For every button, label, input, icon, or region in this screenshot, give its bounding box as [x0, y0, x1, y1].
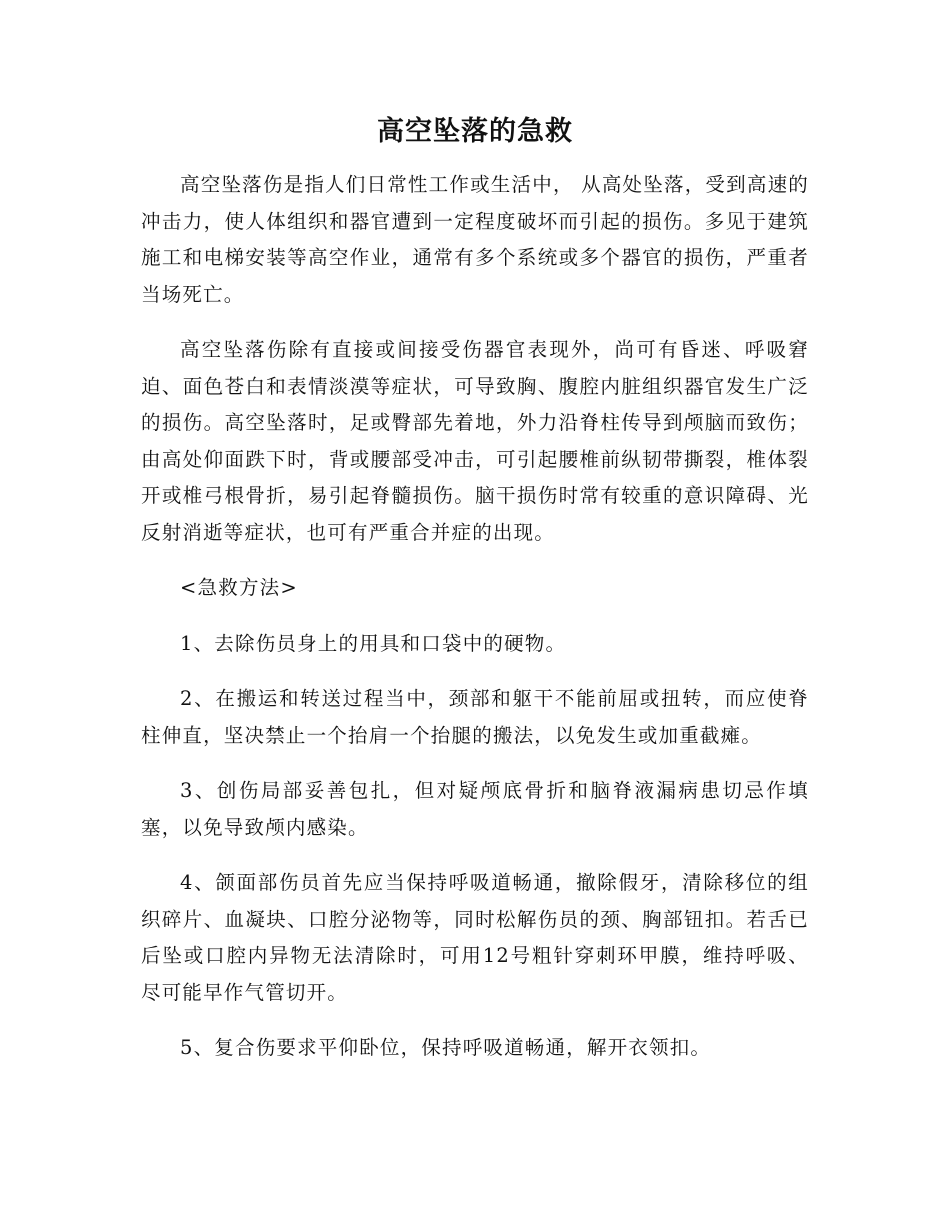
paragraph-definition: 高空坠落伤是指人们日常性工作或生活中， 从高处坠落，受到高速的冲击力，使人体组织和器官遭到一定程度破坏而引起的损伤。多见于建筑施工和电梯安装等高空作业，通常有多个系统或多个器官的损伤，严重者当场死亡。 [141, 173, 809, 306]
document-body [141, 110, 809, 1086]
section-heading-first-aid-methods: <急救方法> [180, 576, 298, 599]
list-item-step-3: 3、创伤局部妥善包扎，但对疑颅底骨折和脑脊液漏病患切忌作填塞，以免导致颅内感染。 [141, 779, 809, 839]
paragraph-symptoms: 高空坠落伤除有直接或间接受伤器官表现外，尚可有昏迷、呼吸窘迫、面色苍白和表情淡漠等症状，可导致胸、腹腔内脏组织器官发生广泛的损伤。高空坠落时，足或臀部先着地，外力沿脊柱传导到颅脑而致伤；由高处仰面跌下时，背或腰部受冲击，可引起腰椎前纵韧带撕裂，椎体裂开或椎弓根骨折，易引起脊髓损伤。脑干损伤时常有较重的意识障碍、光反射消逝等症状，也可有严重合并症的出现。 [141, 338, 809, 544]
list-item-step-5: 5、复合伤要求平仰卧位，保持呼吸道畅通，解开衣领扣。 [180, 1036, 712, 1059]
list-item-step-4: 4、颌面部伤员首先应当保持呼吸道畅通，撤除假牙，清除移位的组织碎片、血凝块、口腔分泌物等，同时松解伤员的颈、胸部钮扣。若舌已后坠或口腔内异物无法清除时，可用12号粗针穿刺环甲膜，维持呼吸、尽可能早作气管切开。 [141, 871, 809, 1004]
list-item-step-1: 1、去除伤员身上的用具和口袋中的硬物。 [180, 631, 567, 655]
list-item-step-2: 2、在搬运和转送过程当中，颈部和躯干不能前屈或扭转，而应使脊柱伸直，坚决禁止一个抬肩一个抬腿的搬法，以免发生或加重截瘫。 [141, 687, 809, 747]
page-title: 高空坠落的急救 [377, 116, 573, 147]
